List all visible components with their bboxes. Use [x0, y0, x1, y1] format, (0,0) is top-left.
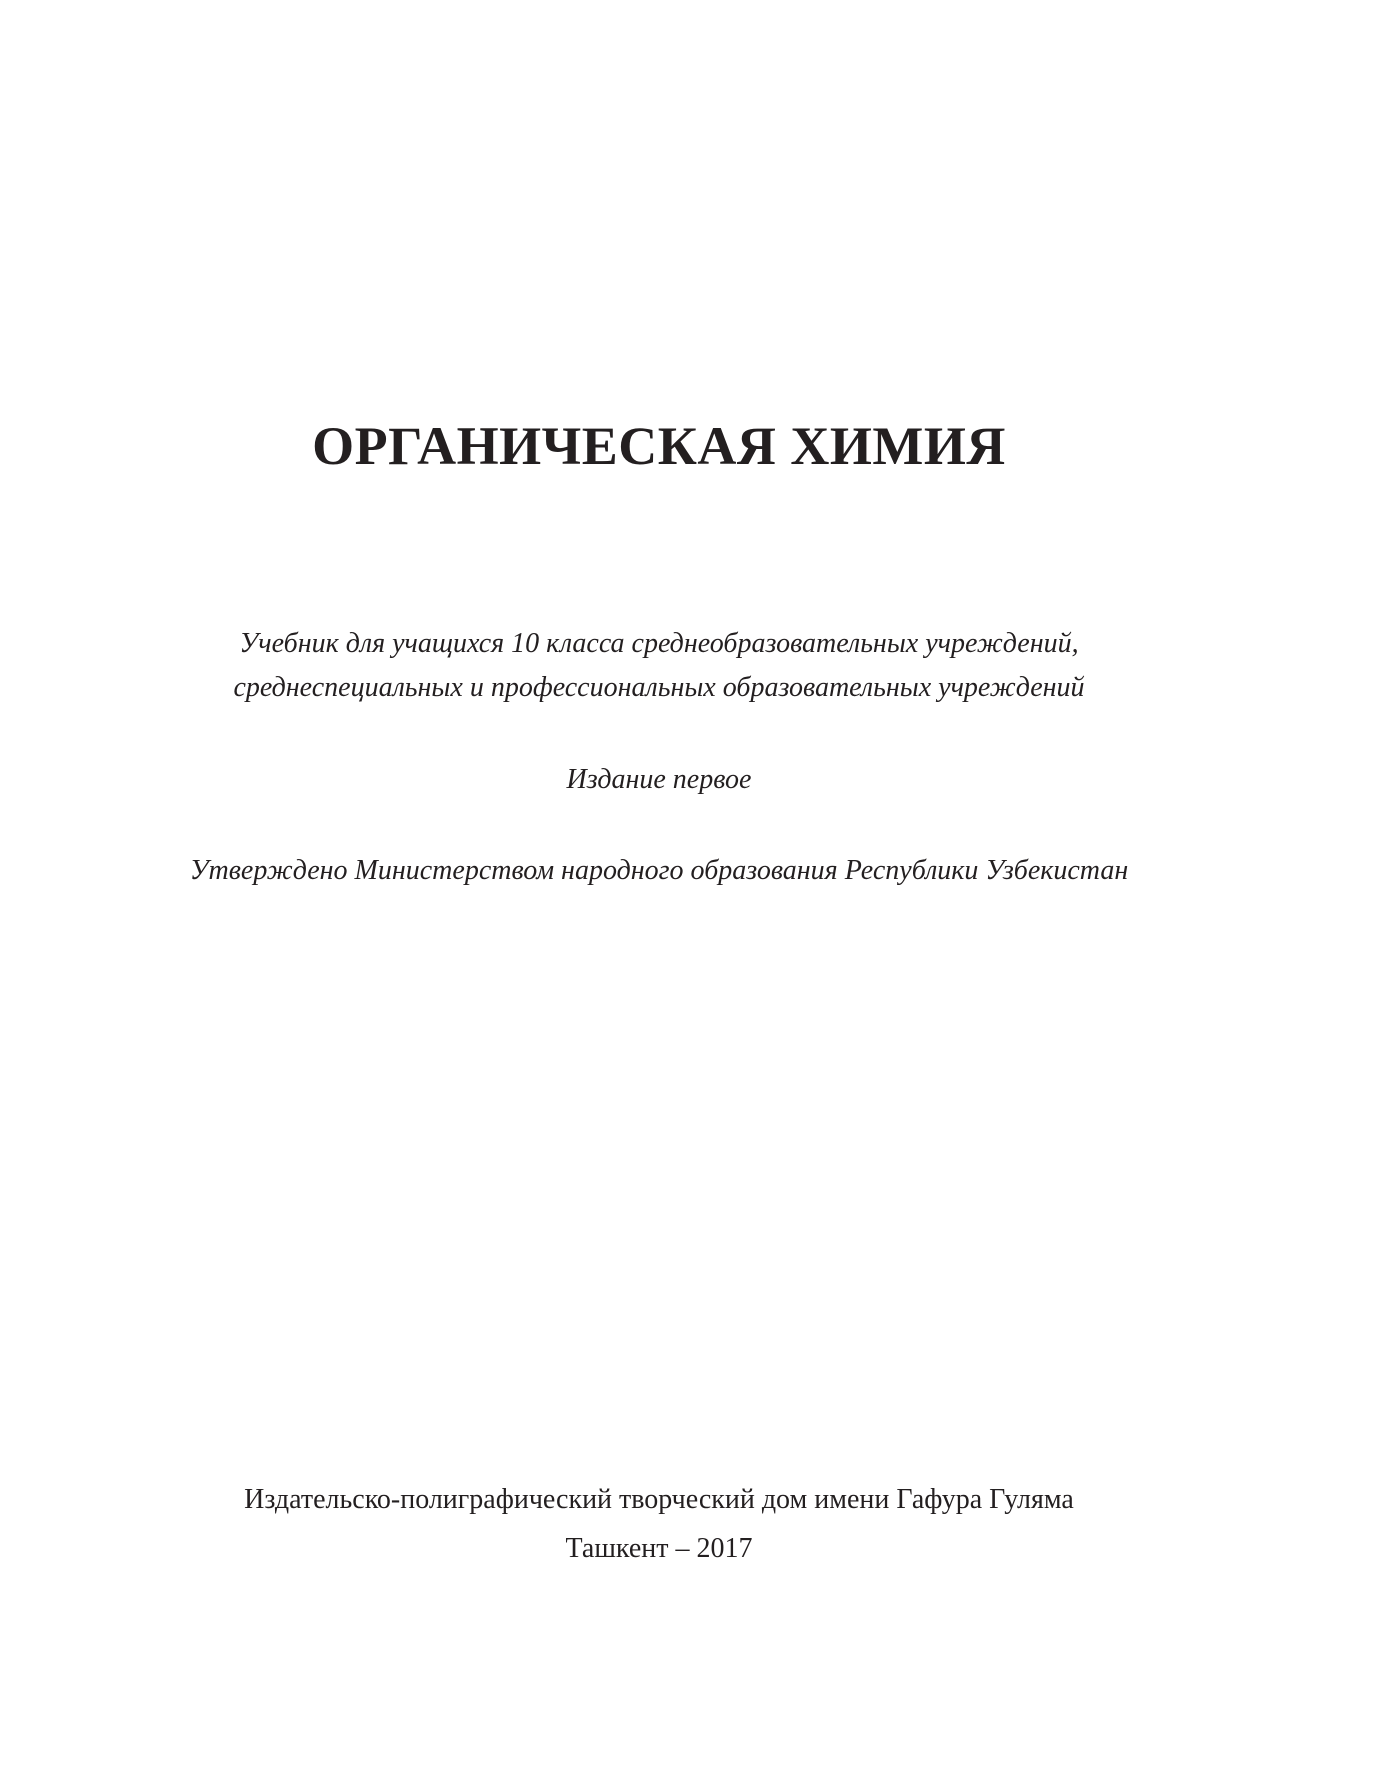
- book-title: ОРГАНИЧЕСКАЯ ХИМИЯ: [312, 416, 1006, 476]
- publisher-name: Издательско-полиграфический творческий дом имени Гафура Гуляма: [244, 1484, 1074, 1515]
- edition-note: Издание первое: [566, 764, 752, 795]
- description-line-2: среднеспециальных и профессиональных образовательных учреждений: [233, 672, 1085, 703]
- approval-note: Утверждено Министерством народного образования Республики Узбекистан: [189, 855, 1129, 886]
- city-year: Ташкент – 2017: [565, 1533, 753, 1564]
- description-line-1: Учебник для учащихся 10 класса среднеобразовательных учреждений,: [239, 628, 1079, 659]
